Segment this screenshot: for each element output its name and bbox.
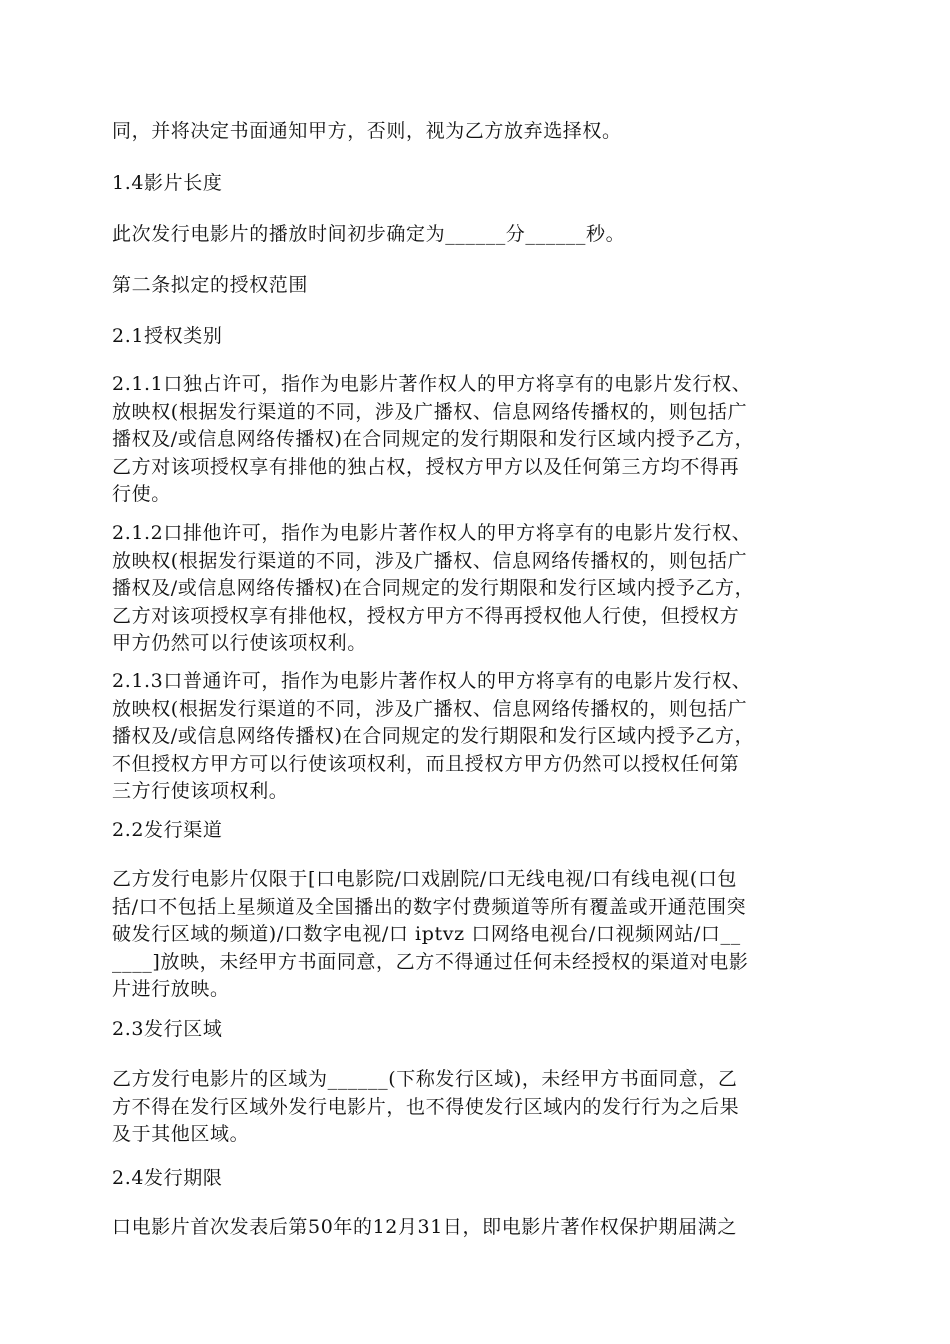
paragraph-distribution-term bbox=[112, 1214, 842, 1242]
text-line: 第二条拟定的授权范围 bbox=[112, 274, 309, 296]
heading-2-3-distribution-region bbox=[112, 1016, 842, 1044]
text-line: 乙方发行电影片的区域为______(下称发行区域)，未经甲方书面同意，乙 bbox=[112, 1068, 738, 1090]
paragraph-2-1-2-sole-license bbox=[112, 520, 842, 658]
text-line: 2.1.1口独占许可，指作为电影片著作权人的甲方将享有的电影片发行权、 bbox=[112, 373, 752, 395]
paragraph-distribution-region bbox=[112, 1066, 842, 1149]
text-line: 播权及/或信息网络传播权)在合同规定的发行期限和发行区域内授予乙方， bbox=[112, 577, 755, 599]
text-line: 放映权(根据发行渠道的不同，涉及广播权、信息网络传播权的，则包括广 bbox=[112, 400, 748, 423]
text-line: 2.1.3口普通许可，指作为电影片著作权人的甲方将享有的电影片发行权、 bbox=[112, 670, 752, 692]
text-line: 口电影片首次发表后第50年的12月31日，即电影片著作权保护期届满之 bbox=[112, 1216, 737, 1238]
paragraph-2-1-3-general-license bbox=[112, 668, 842, 806]
heading-2-2-distribution-channel bbox=[112, 817, 842, 845]
text-line: 片进行放映。 bbox=[112, 978, 230, 1000]
heading-2-4-distribution-term bbox=[112, 1165, 842, 1193]
text-line: 行使。 bbox=[112, 483, 171, 505]
text-line: 2.2发行渠道 bbox=[112, 819, 223, 841]
text-line: 2.1.2口排他许可，指作为电影片著作权人的甲方将享有的电影片发行权、 bbox=[112, 522, 752, 544]
text-line: 乙方对该项授权享有排他权，授权方甲方不得再授权他人行使，但授权方 bbox=[112, 604, 740, 627]
text-line: 乙方对该项授权享有排他的独占权，授权方甲方以及任何第三方均不得再 bbox=[112, 455, 740, 478]
paragraph-distribution-channel bbox=[112, 866, 842, 1004]
heading-2-1-license-type bbox=[112, 323, 842, 351]
text-line: 1.4影片长度 bbox=[112, 172, 223, 194]
paragraph-runtime bbox=[112, 221, 842, 249]
text-line: 三方行使该项权利。 bbox=[112, 780, 289, 802]
text-line: 播权及/或信息网络传播权)在合同规定的发行期限和发行区域内授予乙方， bbox=[112, 725, 755, 747]
text-line: 放映权(根据发行渠道的不同，涉及广播权、信息网络传播权的，则包括广 bbox=[112, 697, 748, 720]
text-line: 同，并将决定书面通知甲方，否则，视为乙方放弃选择权。 bbox=[112, 120, 622, 142]
heading-article-2 bbox=[112, 272, 842, 300]
text-line: ____]放映，未经甲方书面同意，乙方不得通过任何未经授权的渠道对电影 bbox=[112, 950, 749, 973]
text-line: 及于其他区域。 bbox=[112, 1123, 250, 1145]
text-line: 2.3发行区域 bbox=[112, 1018, 223, 1040]
heading-1-4-film-length bbox=[112, 170, 842, 198]
paragraph-2-1-1-exclusive-license bbox=[112, 371, 842, 509]
text-line: 方不得在发行区域外发行电影片，也不得使发行区域内的发行行为之后果 bbox=[112, 1095, 740, 1118]
text-line: 破发行区域的频道)/口数字电视/口 iptvz 口网络电视台/口视频网站/口__ bbox=[112, 923, 741, 945]
text-line: 2.1授权类别 bbox=[112, 325, 223, 347]
text-line: 括/口不包括上星频道及全国播出的数字付费频道等所有覆盖或开通范围突 bbox=[112, 895, 747, 918]
text-line: 甲方仍然可以行使该项权利。 bbox=[112, 632, 367, 654]
text-line: 2.4发行期限 bbox=[112, 1167, 223, 1189]
paragraph-continuation bbox=[112, 118, 842, 146]
text-line: 不但授权方甲方可以行使该项权利，而且授权方甲方仍然可以授权任何第 bbox=[112, 752, 740, 775]
text-line: 播权及/或信息网络传播权)在合同规定的发行期限和发行区域内授予乙方， bbox=[112, 428, 755, 450]
text-line: 放映权(根据发行渠道的不同，涉及广播权、信息网络传播权的，则包括广 bbox=[112, 549, 748, 572]
text-line: 此次发行电影片的播放时间初步确定为______分______秒。 bbox=[112, 223, 626, 245]
text-line: 乙方发行电影片仅限于[口电影院/口戏剧院/口无线电视/口有线电视(口包 bbox=[112, 868, 738, 890]
